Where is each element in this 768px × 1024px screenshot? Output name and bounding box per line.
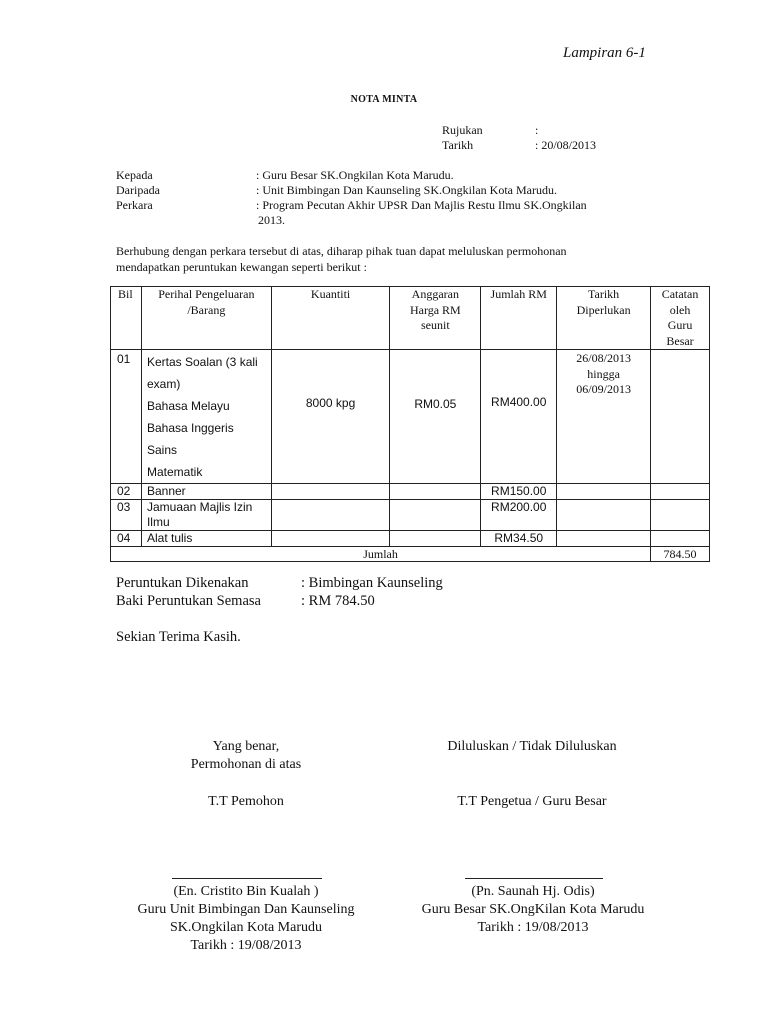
cell-kuantiti: [271, 531, 390, 547]
cell-kuantiti: 8000 kpg: [271, 350, 390, 484]
item-line: exam): [146, 377, 181, 391]
cell-jumlah: RM200.00: [481, 500, 557, 531]
item-line: Bahasa Melayu: [146, 399, 230, 413]
left-signer-name: (En. Cristito Bin Kualah ): [173, 884, 319, 899]
cell-catatan: [651, 531, 710, 547]
right-signer-date: Tarikh : 19/08/2013: [477, 920, 589, 935]
cell-perihal: Alat tulis: [141, 531, 271, 547]
right-signer-name: (Pn. Saunah Hj. Odis): [471, 884, 595, 899]
request-table: [110, 286, 710, 562]
left-tt-label: T.T Pemohon: [208, 794, 284, 809]
perkara-label: Perkara: [116, 198, 153, 212]
cell-harga: [390, 500, 481, 531]
item-line: Sains: [146, 443, 177, 457]
left-signer-role: Guru Unit Bimbingan Dan Kaunseling: [137, 902, 355, 917]
header-catatan: Catatan oleh Guru Besar: [651, 287, 710, 350]
header-jumlah: Jumlah RM: [481, 287, 557, 350]
header-anggaran: Anggaran Harga RM seunit: [390, 287, 481, 350]
kepada-value: : Guru Besar SK.Ongkilan Kota Marudu.: [256, 168, 454, 182]
cell-catatan: [651, 484, 710, 500]
cell-kuantiti: [271, 484, 390, 500]
cell-bil: 02: [111, 484, 142, 500]
page-title: NOTA MINTA: [350, 94, 418, 105]
left-signer-school: SK.Ongkilan Kota Marudu: [169, 920, 323, 935]
cell-catatan: [651, 500, 710, 531]
total-label: Jumlah: [111, 547, 651, 562]
balance-label: Baki Peruntukan Semasa: [116, 593, 261, 609]
cell-tarikh: [557, 531, 651, 547]
cell-kuantiti: [271, 500, 390, 531]
daripada-label: Daripada: [116, 183, 160, 197]
cell-harga: [390, 484, 481, 500]
appendix-label: Lampiran 6-1: [563, 45, 646, 61]
right-approval-label: Diluluskan / Tidak Diluluskan: [447, 739, 617, 754]
table-row: [111, 484, 710, 500]
left-sig-line2: Permohonan di atas: [190, 757, 302, 772]
allocation-value: : Bimbingan Kaunseling: [301, 575, 443, 591]
header-bil: Bil: [111, 287, 142, 350]
table-header-row: [111, 287, 710, 350]
cell-perihal: Jamuaan Majlis Izin Ilmu: [141, 500, 271, 531]
daripada-value: : Unit Bimbingan Dan Kaunseling SK.Ongkilan Kota Marudu.: [256, 183, 557, 197]
cell-harga: [390, 531, 481, 547]
right-signer-role: Guru Besar SK.OngKilan Kota Marudu: [421, 902, 645, 917]
left-signature-line: [172, 878, 322, 879]
cell-tarikh: 26/08/2013 hingga 06/09/2013: [557, 350, 651, 484]
closing-text: Sekian Terima Kasih.: [116, 629, 241, 645]
table-total-row: [111, 547, 710, 562]
item-line: Kertas Soalan (3 kali: [146, 355, 258, 369]
header-perihal: Perihal Pengeluaran /Barang: [141, 287, 271, 350]
tarikh-value: : 20/08/2013: [535, 138, 597, 152]
cell-jumlah: RM400.00: [481, 350, 557, 484]
cell-perihal: [141, 350, 271, 484]
cell-tarikh: [557, 484, 651, 500]
cell-catatan: [651, 350, 710, 484]
table-row: [111, 531, 710, 547]
intro-line1: Berhubung dengan perkara tersebut di atas, diharap pihak tuan dapat meluluskan permohonan: [116, 244, 567, 258]
balance-value: : RM 784.50: [301, 593, 375, 609]
allocation-label: Peruntukan Dikenakan: [116, 575, 249, 591]
rujukan-label: Rujukan: [442, 123, 483, 137]
right-signature-line: [465, 878, 603, 879]
left-sig-line1: Yang benar,: [212, 739, 280, 754]
header-tarikh: Tarikh Diperlukan: [557, 287, 651, 350]
cell-tarikh: [557, 500, 651, 531]
cell-jumlah: RM34.50: [481, 531, 557, 547]
perkara-value-line2: 2013.: [258, 213, 285, 227]
table-row: [111, 350, 710, 484]
right-tt-label: T.T Pengetua / Guru Besar: [457, 794, 607, 809]
left-signer-date: Tarikh : 19/08/2013: [190, 938, 302, 953]
cell-harga: RM0.05: [390, 350, 481, 484]
item-line: Matematik: [146, 465, 203, 479]
tarikh-label: Tarikh: [442, 138, 474, 152]
header-kuantiti: Kuantiti: [271, 287, 390, 350]
perkara-value-line1: : Program Pecutan Akhir UPSR Dan Majlis Restu Ilmu SK.Ongkilan: [256, 198, 587, 212]
table-row: [111, 500, 710, 531]
item-line: Bahasa Inggeris: [146, 421, 234, 435]
total-value: 784.50: [651, 547, 710, 562]
cell-perihal: Banner: [141, 484, 271, 500]
intro-line2: mendapatkan peruntukan kewangan seperti berikut :: [116, 260, 367, 274]
kepada-label: Kepada: [116, 168, 153, 182]
cell-bil: 03: [111, 500, 142, 531]
cell-jumlah: RM150.00: [481, 484, 557, 500]
cell-bil: 04: [111, 531, 142, 547]
rujukan-value: :: [535, 123, 539, 137]
cell-bil: 01: [111, 350, 142, 484]
